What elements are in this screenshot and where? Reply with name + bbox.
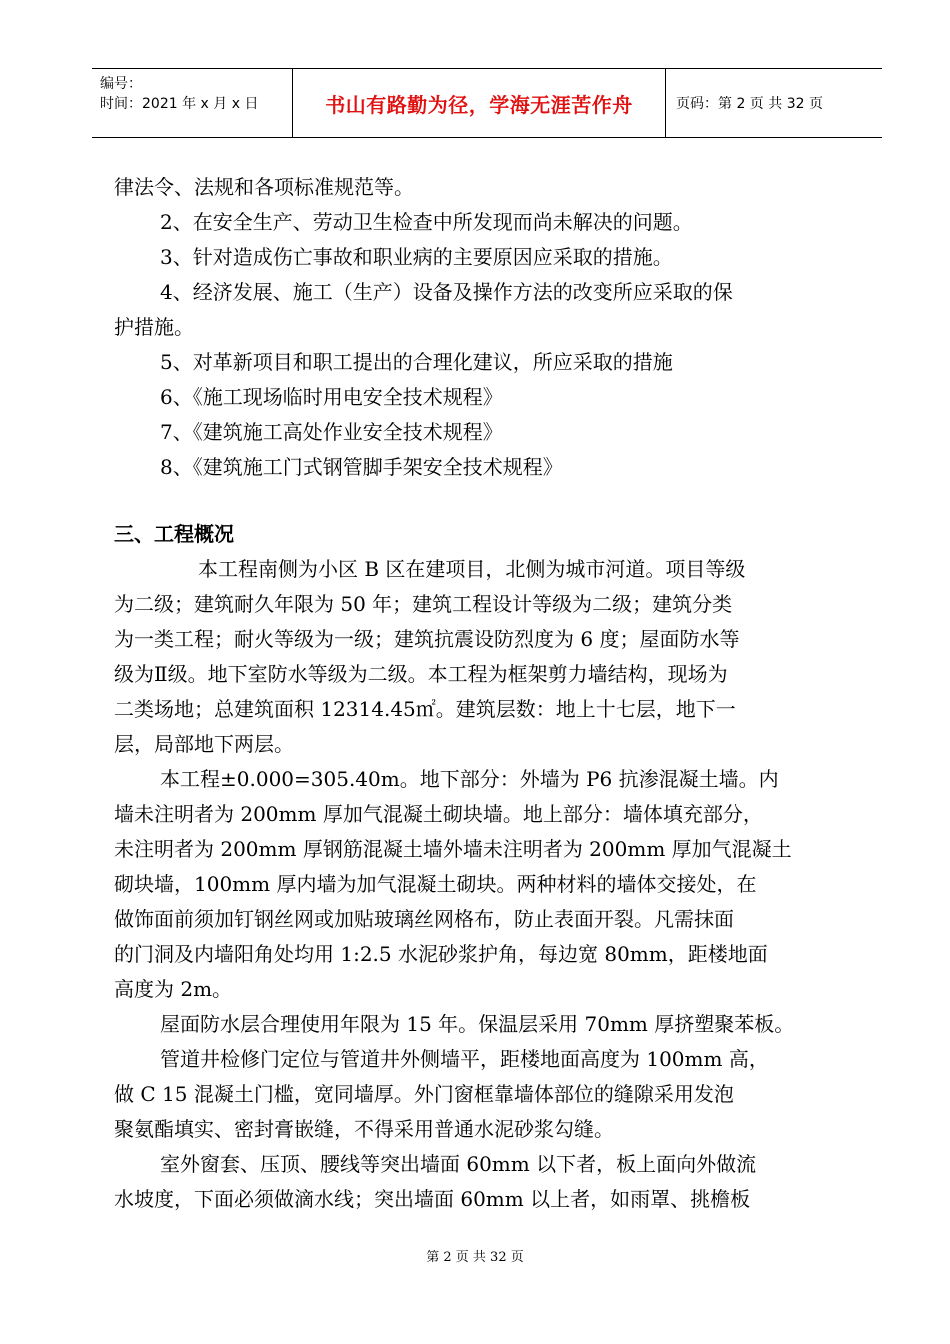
- paragraph-line: 层，局部地下两层。: [114, 732, 294, 756]
- paragraph-line: 高度为 2m。: [114, 977, 233, 1001]
- list-item: 5、对革新项目和职工提出的合理化建议，所应采取的措施: [160, 350, 673, 374]
- paragraph-line: 墙未注明者为 200mm 厚加气混凝土砌块墙。地上部分：墙体填充部分，: [114, 802, 763, 826]
- paragraph-line: 未注明者为 200mm 厚钢筋混凝土墙外墙未注明者为 200mm 厚加气混凝土: [114, 837, 792, 861]
- header-motto: 书山有路勤为径，学海无涯苦作舟: [293, 69, 666, 137]
- body-line: 律法令、法规和各项标准规范等。: [114, 175, 414, 199]
- list-item: 8、《建筑施工门式钢管脚手架安全技术规程》: [160, 455, 563, 479]
- document-number-label: 编号：: [100, 76, 142, 92]
- body-line: 护措施。: [114, 315, 194, 339]
- document-time-label: 时间：2021 年 x 月 x 日: [100, 96, 259, 112]
- document-body: [114, 170, 864, 1217]
- page-footer: 第 2 页 共 32 页: [426, 1250, 524, 1265]
- list-item: 2、在安全生产、劳动卫生检查中所发现而尚未解决的问题。: [160, 210, 693, 234]
- paragraph-line: 砌块墙，100mm 厚内墙为加气混凝土砌块。两种材料的墙体交接处，在: [114, 872, 757, 896]
- paragraph-line: 室外窗套、压顶、腰线等突出墙面 60mm 以下者，板上面向外做流: [160, 1152, 757, 1176]
- paragraph-line: 屋面防水层合理使用年限为 15 年。保温层采用 70mm 厚挤塑聚苯板。: [160, 1012, 795, 1036]
- paragraph-line: 本工程南侧为小区 B 区在建项目，北侧为城市河道。项目等级: [198, 557, 746, 581]
- list-item: 7、《建筑施工高处作业安全技术规程》: [160, 420, 503, 444]
- header-page-label: 页码：第 2 页 共 32 页: [676, 96, 823, 112]
- paragraph-line: 级为Ⅱ级。地下室防水等级为二级。本工程为框架剪力墙结构，现场为: [114, 662, 728, 686]
- header-meta: [92, 69, 293, 137]
- paragraph-line: 本工程±0.000=305.40m。地下部分：外墙为 P6 抗渗混凝土墙。内: [160, 767, 779, 791]
- paragraph-line: 的门洞及内墙阳角处均用 1:2.5 水泥砂浆护角，每边宽 80mm，距楼地面: [114, 942, 768, 966]
- section-title: 三、工程概况: [114, 522, 234, 546]
- paragraph-line: 为二级；建筑耐久年限为 50 年；建筑工程设计等级为二级；建筑分类: [114, 592, 733, 616]
- list-item: 3、针对造成伤亡事故和职业病的主要原因应采取的措施。: [160, 245, 673, 269]
- paragraph-line: 聚氨酯填实、密封膏嵌缝，不得采用普通水泥砂浆勾缝。: [114, 1117, 614, 1141]
- paragraph-line: 做 C 15 混凝土门槛，宽同墙厚。外门窗框靠墙体部位的缝隙采用发泡: [114, 1082, 734, 1106]
- paragraph-line: 为一类工程；耐火等级为一级；建筑抗震设防烈度为 6 度；屋面防水等: [114, 627, 740, 651]
- paragraph-line: 管道井检修门定位与管道井外侧墙平，距楼地面高度为 100mm 高，: [160, 1047, 769, 1071]
- paragraph-line: 二类场地；总建筑面积 12314.45㎡。建筑层数：地上十七层，地下一: [114, 697, 736, 721]
- paragraph-line: 水坡度，下面必须做滴水线；突出墙面 60mm 以上者，如雨罩、挑檐板: [114, 1187, 751, 1211]
- page-header: [92, 68, 882, 138]
- list-item: 4、经济发展、施工（生产）设备及操作方法的改变所应采取的保: [160, 280, 733, 304]
- list-item: 6、《施工现场临时用电安全技术规程》: [160, 385, 503, 409]
- paragraph-line: 做饰面前须加钉钢丝网或加贴玻璃丝网格布，防止表面开裂。凡需抹面: [114, 907, 734, 931]
